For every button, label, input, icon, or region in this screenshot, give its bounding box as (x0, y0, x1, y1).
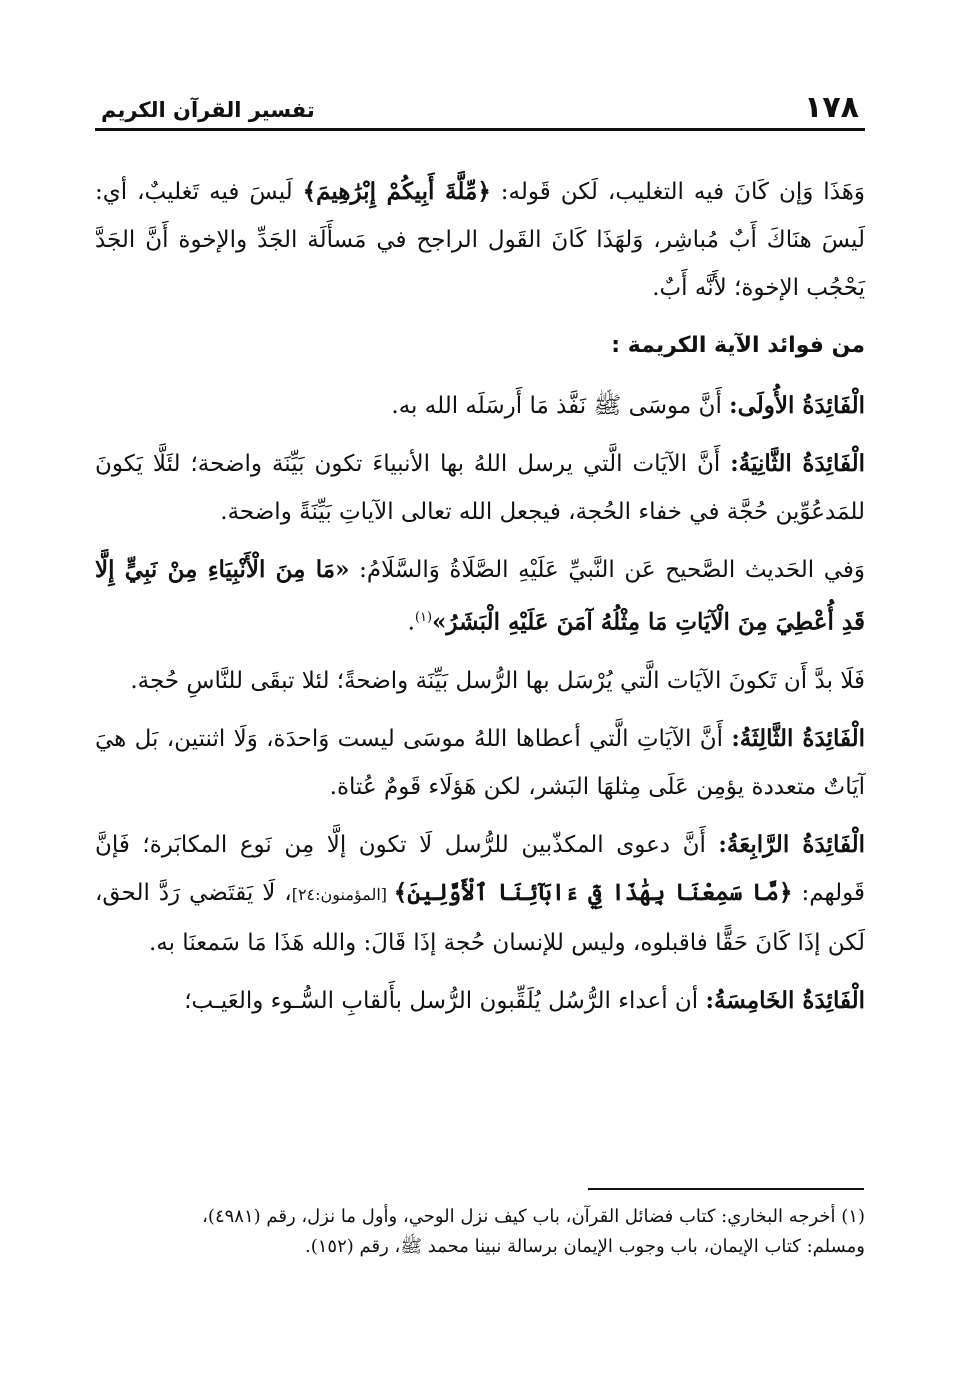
benefit-5 (95, 977, 865, 1025)
footnote-line-2: ومسلم: كتاب الإيمان، باب وجوب الإيمان برسالة نبينا محمد ﷺ، رقم (١٥٢). (304, 1236, 865, 1257)
intro-text-1: وَهَذَا وَإن كَانَ فيه التغليب، لَكن قَوله: (490, 179, 866, 205)
benefit-3-label: الْفَائِدَةُ الثَّالِثَةُ: (731, 724, 865, 752)
footnote-mark[interactable]: (١) (414, 610, 433, 625)
benefit-1 (95, 382, 865, 430)
page-number: ١٧٨ (804, 90, 859, 125)
benefit-2-text: أَنَّ الآيَات الَّتي يرسل اللهُ بها الأنبياءَ تكون بَيِّنَة واضحة؛ لئَلَّا يَكونَ للمَدعُوِّين حُجَّة في خفاء الحُجة، فيجعل الله تعالى الآياتِ بَيِّنَةً واضحة. (95, 451, 865, 525)
benefit-4-label: الْفَائِدَةُ الرَّابِعَةُ: (718, 830, 865, 858)
intro-text-2: لَيسَ فيه تَغليبٌ، أي: لَيسَ هنَاكَ أَبٌ مُباشِر، وَلهَذَا كَانَ القَول الراجح في مَسأَلَة الجَدِّ والإخوة أَنَّ الجَدَّ يَحْجُب الإخوة؛ لأَنَّه أَبٌ. (95, 179, 865, 301)
page-body (95, 168, 865, 1035)
benefit-1-label: الْفَائِدَةُ الأُولَى: (729, 392, 865, 419)
quran-verse: ﴿مِّلَّةَ أَبِيكُمْ إِبْرَٰهِيمَ﴾ (302, 178, 491, 205)
benefit-2 (95, 440, 865, 536)
hadith-paragraph (95, 546, 865, 647)
footnote-divider (588, 1188, 864, 1190)
hadith-end: . (407, 609, 415, 636)
benefit-5-text: أن أعداء الرُّسُل يُلَقِّبون الرُّسل بأَلقابِ السُّـوء والعَيـب؛ (184, 987, 706, 1014)
benefit-4 (95, 821, 865, 967)
verse-reference: [المؤمنون:٢٤] (291, 884, 394, 904)
benefit-3-text: أَنَّ الآيَاتِ الَّتي أعطاها اللهُ موسَى ليست وَاحدَة، وَلَا اثنتين، بَل هيَ آيَاتٌ متعددة يؤمِن عَلَى مِثلهَا البَشر، لكن هَؤلَاء قَومٌ عُتاة. (95, 725, 865, 800)
benefit-2-label: الْفَائِدَةُ الثَّانِيَةُ: (730, 450, 866, 477)
quran-verse-2: ﴿مَّا سَمِعْنَا بِهَٰذَا فِيٓ ءَابَآئِنَا ٱلْأَوَّلِينَ﴾ (393, 878, 793, 906)
benefit-5-label: الْفَائِدَةُ الخَامِسَةُ: (705, 986, 865, 1014)
benefit-3 (95, 715, 865, 811)
benefits-heading: من فوائد الآية الكريمة : (611, 333, 865, 358)
footnote-line-1: (١) أخرجه البخاري: كتاب فضائل القرآن، باب كيف نزل الوحي، وأول ما نزل، رقم (٤٩٨١)، (202, 1206, 865, 1227)
benefit-1-text: أَنَّ موسَى ﷺ نَفَّذ مَا أَرسَلَه الله به. (391, 393, 730, 419)
conclusion-paragraph: فَلَا بدَّ أَن تَكونَ الآيَات الَّتي يُرْسَل بها الرُّسل بَيِّنَة واضحةً؛ لئلا تبقَى للنَّاسِ حُجة. (130, 667, 865, 694)
intro-paragraph (95, 168, 865, 312)
benefit-4-text-1: أَنَّ دعوى المكذّبين للرُّسل لَا تكون إلَّا مِن نَوع المكابَرة؛ فَإنَّ قَولهم: (95, 831, 865, 906)
page-header (95, 88, 865, 131)
hadith-intro: وَفي الحَديث الصَّحيح عَن النَّبيِّ عَلَيْهِ الصَّلَاةُ وَالسَّلَامُ: (349, 557, 865, 583)
benefit-4-text-2: ، لَا يَقتَضي رَدَّ الحق، لَكن إذَا كَانَ حَقًّا فاقبلوه، وليس للإنسان حُجة إذَا قَالَ: والله هَذَا مَا سَمعنَا به. (95, 879, 865, 956)
hadith-text: «مَا مِنَ الْأَنْبِيَاءِ مِنْ نَبِيٍّ إِلَّا قَدِ أُعْطِيَ مِنَ الْآيَاتِ مَا مِثْلُهُ آمَنَ عَلَيْهِ الْبَشَرُ» (95, 556, 865, 636)
footnotes (95, 1202, 865, 1262)
running-title: تفسير القرآن الكريم (101, 98, 315, 122)
